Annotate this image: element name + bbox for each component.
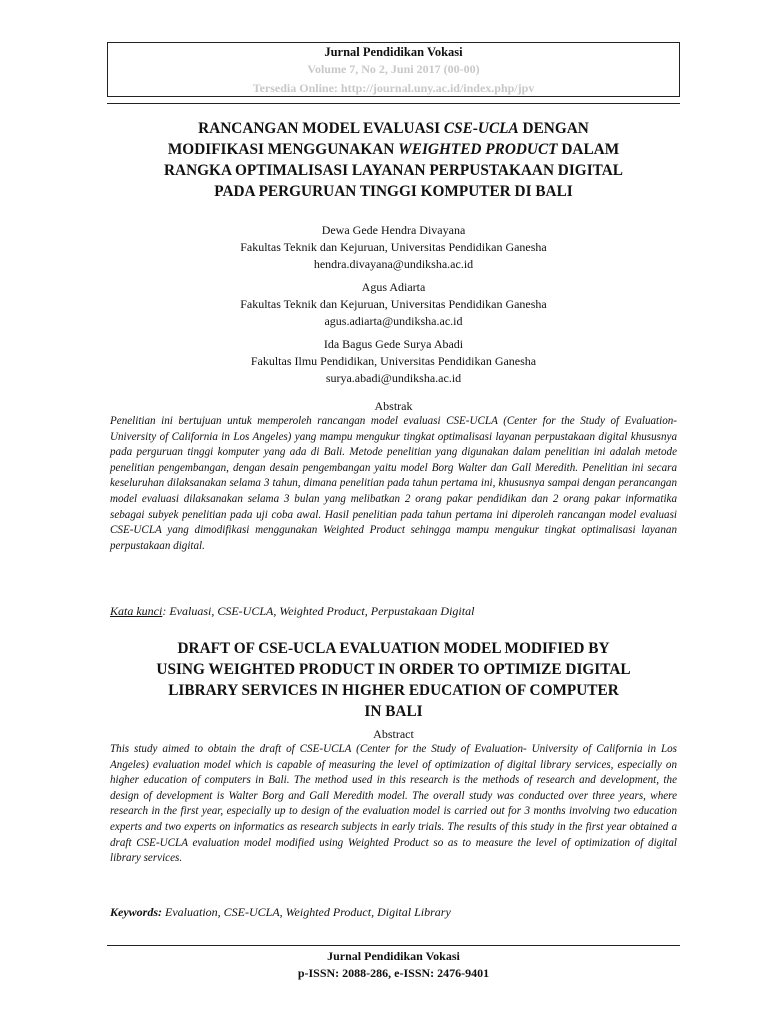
footer-journal-name: Jurnal Pendidikan Vokasi <box>327 949 460 963</box>
page-footer <box>107 948 680 982</box>
abstrak-body: Penelitian ini bertujuan untuk memperoleh rancangan model evaluasi CSE-UCLA (Center for the Study of Evaluation-University of California in Los Angeles) yang mampu mengukur tingkat optimalisasi layanan perpustakaan digital khususnya pada perguruan tinggi komputer yang ada di Bali. Metode penelitian yang digunakan dalam penelitian ini adalah metode penelitian pengembangan, dengan desain pengembangan yaitu model Borg Walter dan Gall Meredith. Penelitian ini secara keseluruhan dilaksanakan selama 3 tahun, dimana penelitian pada tahun pertama ini, khususnya sampai dengan perancangan model evaluasi dilaksanakan selama 3 bulan yang melibatkan 2 orang pakar pendidikan dan 2 orang pakar informatika sebagai subyek penelitian pada uji coba awal. Hasil penelitian pada tahun pertama ini diperoleh rancangan model evaluasi CSE-UCLA yang dimodifikasi menggunakan Weighted Product sehingga mampu mengukur tingkat optimalisasi layanan perpustakaan digital. <box>110 415 677 552</box>
author-affiliation: Fakultas Ilmu Pendidikan, Universitas Pendidikan Ganesha <box>250 354 537 368</box>
title-id-line2a: MODIFIKASI MENGGUNAKAN <box>167 141 399 158</box>
title-id-line1b: CSE-UCLA <box>443 120 519 137</box>
paper-title-indonesian <box>110 118 677 202</box>
author-email[interactable]: surya.abadi@undiksha.ac.id <box>325 371 462 385</box>
title-id-line4: PADA PERGURUAN TINGGI KOMPUTER DI BALI <box>214 183 573 200</box>
paper-title-english <box>110 638 677 722</box>
author-list <box>110 222 677 393</box>
author-name: Agus Adiarta <box>361 280 426 294</box>
abstract-body: This study aimed to obtain the draft of CSE-UCLA (Center for the Study of Evaluation- University of California in Los Angeles) evaluation model which is capable of measuring the level of optimization of digital library services, especially on higher education of computers in Bali. The method used in this research is the methods of research and development, the design of development is Walter Borg and Gall Meredith model. The overall study was conducted over three years, where research in the first year, especially up to design of the evaluation model is carried out for 3 months involving two education experts and two experts on informatics as research subjects in early trials. The results of this study in the first year obtained a draft CSE-UCLA evaluation model modified using Weighted Product so as to measure the level of optimization of digital library services. <box>110 743 677 865</box>
author-affiliation: Fakultas Teknik dan Kejuruan, Universitas Pendidikan Ganesha <box>240 297 547 311</box>
footer-issn: p-ISSN: 2088-286, e-ISSN: 2476-9401 <box>297 966 490 980</box>
kata-kunci-text: : Evaluasi, CSE-UCLA, Weighted Product, Perpustakaan Digital <box>162 604 475 618</box>
author-affiliation: Fakultas Teknik dan Kejuruan, Universitas Pendidikan Ganesha <box>240 240 547 254</box>
journal-volume: Volume 7, No 2, Juni 2017 (00-00) <box>307 62 480 76</box>
keywords-text: Evaluation, CSE-UCLA, Weighted Product, Digital Library <box>162 905 451 919</box>
journal-name: Jurnal Pendidikan Vokasi <box>324 45 463 59</box>
keywords-label: Keywords: <box>110 905 162 919</box>
title-id-line2b: WEIGHTED PRODUCT <box>398 141 558 158</box>
journal-online-url[interactable]: Tersedia Online: http://journal.uny.ac.id/index.php/jpv <box>252 81 535 95</box>
author-name: Dewa Gede Hendra Divayana <box>321 223 466 237</box>
kata-kunci <box>110 604 677 619</box>
title-id-line2c: DALAM <box>557 141 620 158</box>
footer-divider <box>107 945 680 946</box>
author-block <box>110 336 677 387</box>
author-name: Ida Bagus Gede Surya Abadi <box>323 337 464 351</box>
title-id-line1c: DENGAN <box>518 120 589 137</box>
author-block <box>110 279 677 330</box>
kata-kunci-label: Kata kunci <box>110 604 163 618</box>
title-en-line4: IN BALI <box>364 703 423 720</box>
title-en-line2: USING WEIGHTED PRODUCT IN ORDER TO OPTIMIZE DIGITAL <box>156 661 631 678</box>
author-email[interactable]: agus.adiarta@undiksha.ac.id <box>324 314 463 328</box>
abstrak-heading: Abstrak <box>374 399 413 413</box>
abstract-heading: Abstract <box>373 727 414 741</box>
keywords <box>110 905 677 920</box>
journal-header <box>107 42 680 97</box>
author-email[interactable]: hendra.divayana@undiksha.ac.id <box>313 257 474 271</box>
title-id-line1a: RANCANGAN MODEL EVALUASI <box>198 120 444 137</box>
author-block <box>110 222 677 273</box>
title-en-line1: DRAFT OF CSE-UCLA EVALUATION MODEL MODIFIED BY <box>177 640 610 657</box>
title-id-line3: RANGKA OPTIMALISASI LAYANAN PERPUSTAKAAN DIGITAL <box>164 162 623 179</box>
title-en-line3: LIBRARY SERVICES IN HIGHER EDUCATION OF COMPUTER <box>168 682 619 699</box>
header-divider <box>107 103 680 104</box>
